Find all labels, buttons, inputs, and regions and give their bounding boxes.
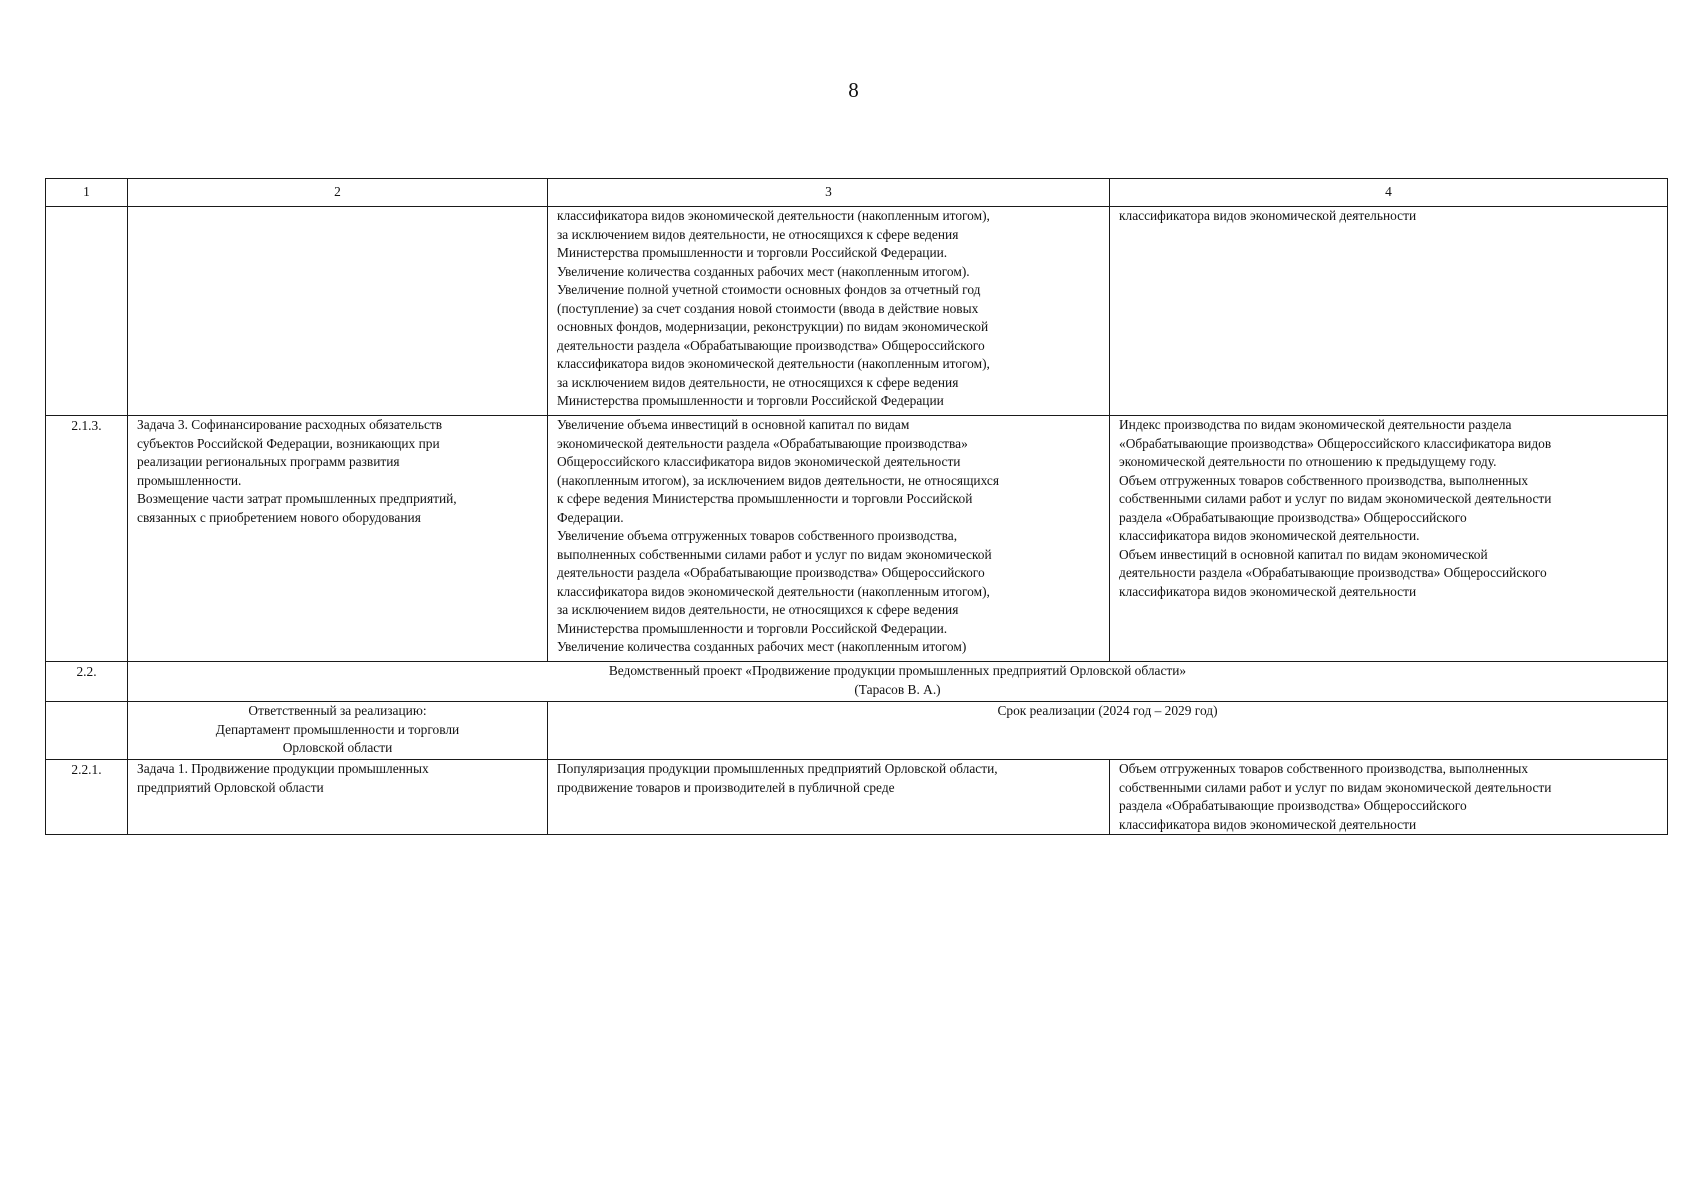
text-line: Министерства промышленности и торговли Российской Федерации bbox=[557, 393, 944, 408]
text-line: раздела «Обрабатывающие производства» Общероссийского bbox=[1119, 798, 1467, 813]
indicator-cell bbox=[1110, 207, 1668, 416]
header-col-2: 2 bbox=[128, 179, 548, 207]
table-row-2-1-3 bbox=[46, 416, 1668, 662]
text-line: раздела «Обрабатывающие производства» Общероссийского bbox=[1119, 509, 1467, 525]
text-line: собственными силами работ и услуг по видам экономической деятельности bbox=[1119, 491, 1552, 506]
text-line: классификатора видов экономической деятельности. bbox=[1119, 528, 1420, 543]
text-line: Федерации. bbox=[557, 509, 624, 525]
text-line: субъектов Российской Федерации, возникающих при bbox=[137, 435, 440, 451]
text-line: деятельности раздела «Обрабатывающие производства» Общероссийского bbox=[557, 565, 985, 580]
text-line: Ответственный за реализацию: bbox=[248, 703, 427, 718]
text-line: за исключением видов деятельности, не относящихся к сфере ведения bbox=[557, 226, 959, 242]
text-line: Возмещение части затрат промышленных предприятий, bbox=[137, 491, 457, 506]
text-line: классификатора видов экономической деятельности bbox=[1119, 583, 1417, 599]
text-line: Увеличение объема инвестиций в основной капитал по видам bbox=[557, 417, 910, 432]
row-number-cell bbox=[46, 702, 128, 760]
text-line: за исключением видов деятельности, не относящихся к сфере ведения bbox=[557, 602, 959, 617]
text-line: деятельности раздела «Обрабатывающие производства» Общероссийского bbox=[1119, 565, 1547, 580]
text-line: «Обрабатывающие производства» Общероссийского классификатора видов bbox=[1119, 435, 1552, 451]
result-cell bbox=[548, 760, 1110, 835]
text-line: (поступление) за счет создания новой стоимости (ввода в действие новых bbox=[557, 300, 979, 316]
text-line: продвижение товаров и производителей в публичной среде bbox=[557, 779, 895, 795]
text-line: промышленности. bbox=[137, 472, 242, 488]
table-row-2-2-1 bbox=[46, 760, 1668, 835]
table-row-continuation bbox=[46, 207, 1668, 416]
text-line: Задача 3. Софинансирование расходных обязательств bbox=[137, 417, 443, 432]
text-line: реализации региональных программ развития bbox=[137, 454, 400, 469]
text-line: (Тарасов В. А.) bbox=[854, 681, 941, 697]
project-title-cell bbox=[128, 662, 1668, 702]
text-line: Орловской области bbox=[282, 740, 393, 755]
row-number-cell bbox=[46, 207, 128, 416]
header-col-3: 3 bbox=[548, 179, 1110, 207]
table-row-responsible bbox=[46, 702, 1668, 760]
text-line: Объем отгруженных товаров собственного производства, выполненных bbox=[1119, 761, 1529, 776]
task-cell bbox=[128, 207, 548, 416]
task-cell bbox=[128, 760, 548, 835]
table-header-row bbox=[46, 179, 1668, 207]
text-line: классификатора видов экономической деятельности (накопленным итогом), bbox=[557, 356, 990, 371]
row-number-cell: 2.2. bbox=[46, 662, 128, 702]
text-line: Объем инвестиций в основной капитал по видам экономической bbox=[1119, 546, 1488, 562]
text-line: выполненных собственными силами работ и услуг по видам экономической bbox=[557, 546, 992, 562]
responsible-cell bbox=[128, 702, 548, 760]
text-line: основных фондов, модернизации, реконструкции) по видам экономической bbox=[557, 319, 989, 334]
text-line: связанных с приобретением нового оборудования bbox=[137, 509, 421, 525]
text-line: Министерства промышленности и торговли Российской Федерации. bbox=[557, 620, 948, 636]
text-line: классификатора видов экономической деятельности (накопленным итогом), bbox=[557, 583, 990, 599]
text-line: Объем отгруженных товаров собственного производства, выполненных bbox=[1119, 472, 1529, 488]
implementation-term-cell: Срок реализации (2024 год – 2029 год) bbox=[548, 702, 1668, 760]
page-number: 8 bbox=[848, 78, 859, 102]
text-line: классификатора видов экономической деятельности bbox=[1119, 816, 1417, 832]
text-line: собственными силами работ и услуг по видам экономической деятельности bbox=[1119, 779, 1552, 795]
text-line: Общероссийского классификатора видов экономической деятельности bbox=[557, 454, 961, 469]
text-line: Ведомственный проект «Продвижение продукции промышленных предприятий Орловской области» bbox=[608, 663, 1187, 678]
text-line: предприятий Орловской области bbox=[137, 779, 324, 795]
text-line: классификатора видов экономической деятельности bbox=[1119, 208, 1417, 223]
task-cell bbox=[128, 416, 548, 662]
row-number-cell: 2.2.1. bbox=[46, 760, 128, 835]
text-line: Увеличение количества созданных рабочих мест (накопленным итогом) bbox=[557, 639, 967, 654]
text-line: Индекс производства по видам экономической деятельности раздела bbox=[1119, 417, 1512, 432]
text-line: Задача 1. Продвижение продукции промышленных bbox=[137, 761, 429, 776]
text-line: Увеличение полной учетной стоимости основных фондов за отчетный год bbox=[557, 282, 981, 297]
text-line: Министерства промышленности и торговли Российской Федерации. bbox=[557, 245, 948, 260]
result-cell bbox=[548, 207, 1110, 416]
text-line: экономической деятельности по отношению к предыдущему году. bbox=[1119, 454, 1497, 469]
text-line: классификатора видов экономической деятельности (накопленным итогом), bbox=[557, 208, 990, 223]
row-number-cell: 2.1.3. bbox=[46, 416, 128, 662]
text-line: Популяризация продукции промышленных предприятий Орловской области, bbox=[557, 761, 998, 776]
text-line: Увеличение количества созданных рабочих мест (накопленным итогом). bbox=[557, 263, 970, 279]
text-line: за исключением видов деятельности, не относящихся к сфере ведения bbox=[557, 374, 959, 390]
header-col-1: 1 bbox=[46, 179, 128, 207]
result-cell bbox=[548, 416, 1110, 662]
header-col-4: 4 bbox=[1110, 179, 1668, 207]
text-line: деятельности раздела «Обрабатывающие производства» Общероссийского bbox=[557, 337, 985, 353]
indicator-cell bbox=[1110, 760, 1668, 835]
text-line: Увеличение объема отгруженных товаров собственного производства, bbox=[557, 528, 958, 543]
table-row-2-2 bbox=[46, 662, 1668, 702]
text-line: Департамент промышленности и торговли bbox=[215, 721, 460, 737]
measures-table bbox=[45, 178, 1668, 835]
text-line: (накопленным итогом), за исключением видов деятельности, не относящихся bbox=[557, 472, 999, 488]
indicator-cell bbox=[1110, 416, 1668, 662]
text-line: экономической деятельности раздела «Обрабатывающие производства» bbox=[557, 435, 968, 451]
text-line: к сфере ведения Министерства промышленности и торговли Российской bbox=[557, 491, 973, 506]
